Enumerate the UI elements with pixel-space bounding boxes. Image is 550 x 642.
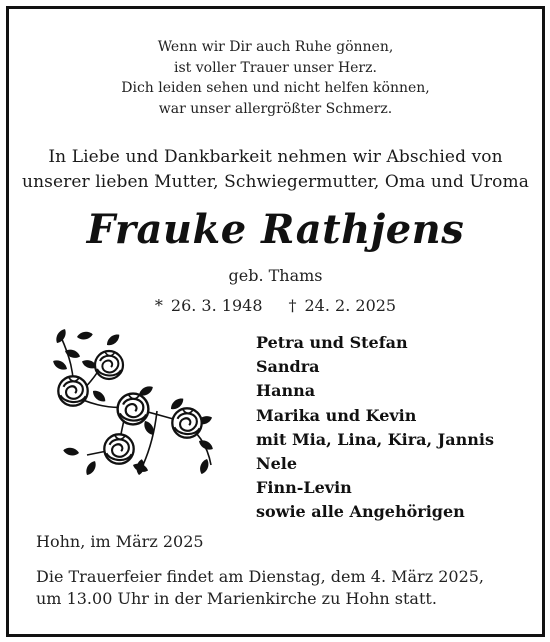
birth-date: 26. 3. 1948	[170, 296, 263, 315]
list-item: sowie alle Angehörigen	[256, 502, 465, 522]
intro-line: unserer lieben Mutter, Schwiegermutter, Oma und Uroma	[22, 172, 529, 192]
birth-symbol: *	[154, 296, 163, 315]
death-date: 24. 2. 2025	[304, 296, 397, 315]
memorial-poem	[9, 37, 542, 119]
list-item: Marika und Kevin	[256, 405, 417, 425]
obituary-notice	[6, 6, 545, 637]
list-item: Nele	[256, 454, 298, 474]
place-date: Hohn, im März 2025	[36, 532, 204, 551]
death-symbol: †	[288, 296, 297, 315]
list-item: Finn-Levin	[256, 478, 352, 498]
list-item: Sandra	[256, 357, 320, 377]
list-item: Hanna	[256, 381, 316, 401]
service-line: um 13.00 Uhr in der Marienkirche zu Hohn statt.	[36, 589, 437, 608]
deceased-name: Frauke Rathjens	[86, 206, 465, 253]
farewell-intro	[9, 145, 542, 195]
poem-line: ist voller Trauer unser Herz.	[174, 59, 377, 76]
poem-line: Dich leiden sehen und nicht helfen können,	[121, 80, 430, 96]
maiden-name: geb. Thams	[228, 266, 323, 285]
life-dates	[9, 295, 542, 317]
list-item: Petra und Stefan	[256, 333, 408, 352]
poem-line: war unser allergrößter Schmerz.	[158, 100, 393, 117]
roses-illustration-icon	[47, 325, 217, 485]
mourners-list	[256, 331, 494, 525]
intro-line: In Liebe und Dankbarkeit nehmen wir Abschied von	[48, 147, 503, 167]
poem-line: Wenn wir Dir auch Ruhe gönnen,	[157, 39, 394, 55]
service-line: Die Trauerfeier findet am Dienstag, dem 4. März 2025,	[36, 567, 485, 586]
funeral-service-info	[36, 566, 484, 610]
list-item: mit Mia, Lina, Kira, Jannis	[256, 429, 494, 449]
